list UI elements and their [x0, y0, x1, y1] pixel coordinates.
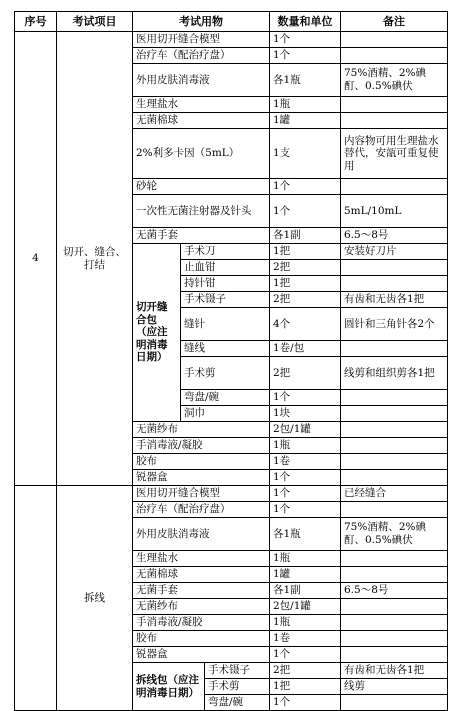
- supply-quantity: 1瓶: [270, 615, 341, 631]
- supply-name: 治疗车（配治疗盘）: [133, 48, 270, 64]
- supply-note: [341, 454, 448, 470]
- supply-name: 生理盐水: [133, 551, 270, 567]
- supply-name: 一次性无菌注射器及针头: [133, 195, 270, 228]
- supply-quantity: 1瓶: [270, 97, 341, 113]
- supply-name: 无菌棉球: [133, 113, 270, 129]
- table-row: [15, 486, 448, 502]
- supply-quantity: 1个: [270, 486, 341, 502]
- supply-name: 洞巾: [181, 406, 270, 422]
- table-body: [15, 12, 448, 711]
- supply-quantity: 1瓶: [270, 551, 341, 567]
- supply-note: [341, 260, 448, 276]
- supply-name: 外用皮肤消毒液: [133, 518, 270, 551]
- supply-note: [341, 567, 448, 583]
- supply-name: 2%利多卡因（5mL）: [133, 129, 270, 179]
- supply-note: [341, 470, 448, 486]
- supply-note: 安装好刀片: [341, 244, 448, 260]
- supply-name: 持针钳: [181, 276, 270, 292]
- supply-note: [341, 599, 448, 615]
- supply-note: [341, 341, 448, 357]
- supply-name: 医用切开缝合模型: [133, 486, 270, 502]
- supply-quantity: 1罐: [270, 113, 341, 129]
- header-seq: 序号: [15, 12, 57, 32]
- supply-note: 有齿和无齿各1把: [341, 292, 448, 308]
- supply-quantity: 1卷/包: [270, 341, 341, 357]
- supply-name: 缝线: [181, 341, 270, 357]
- supply-name: 外用皮肤消毒液: [133, 64, 270, 97]
- supply-name: 医用切开缝合模型: [133, 32, 270, 48]
- incision-pack-name: 切开缝合包（应注明消毒日期）: [133, 244, 181, 422]
- supply-quantity: 1个: [270, 195, 341, 228]
- supply-quantity: 1罐: [270, 567, 341, 583]
- supply-quantity: 1块: [270, 406, 341, 422]
- supply-note: [341, 631, 448, 647]
- supply-quantity: 4个: [270, 308, 341, 341]
- supply-note: [341, 390, 448, 406]
- supply-note: 已经缝合: [341, 486, 448, 502]
- supply-quantity: 1个: [270, 32, 341, 48]
- supply-note: [341, 179, 448, 195]
- exam-supplies-table: [14, 11, 448, 711]
- supply-quantity: 1个: [270, 695, 341, 711]
- supply-name: 手术镊子: [181, 292, 270, 308]
- header-note: 备注: [341, 12, 448, 32]
- supply-note: 5mL/10mL: [341, 195, 448, 228]
- supply-quantity: 1个: [270, 470, 341, 486]
- header-exam-item: 考试项目: [57, 12, 133, 32]
- supply-name: 砂轮: [133, 179, 270, 195]
- seq-cell-empty: [15, 486, 57, 711]
- supply-name: 治疗车（配治疗盘）: [133, 502, 270, 518]
- supply-note: 圆针和三角针各2个: [341, 308, 448, 341]
- supply-quantity: 各1副: [270, 228, 341, 244]
- seq-cell: 4: [15, 32, 57, 486]
- removal-pack-name: 拆线包（应注明消毒日期）: [133, 663, 205, 711]
- supply-note: [341, 406, 448, 422]
- supply-note: 有齿和无齿各1把: [341, 663, 448, 679]
- supply-quantity: 各1瓶: [270, 518, 341, 551]
- supply-note: 内容物可用生理盐水替代，安瓿可重复使用: [341, 129, 448, 179]
- header-supplies: 考试用物: [133, 12, 270, 32]
- supply-name: 无菌纱布: [133, 422, 270, 438]
- supply-quantity: 2把: [270, 663, 341, 679]
- supply-name: 生理盐水: [133, 97, 270, 113]
- supply-name: 胶布: [133, 631, 270, 647]
- supply-quantity: 2把: [270, 260, 341, 276]
- supply-quantity: 1把: [270, 679, 341, 695]
- supply-name: 止血钳: [181, 260, 270, 276]
- supply-note: [341, 276, 448, 292]
- supply-quantity: 1卷: [270, 631, 341, 647]
- supply-quantity: 1支: [270, 129, 341, 179]
- supply-quantity: 1把: [270, 276, 341, 292]
- supply-quantity: 1瓶: [270, 438, 341, 454]
- supply-quantity: 1把: [270, 244, 341, 260]
- supply-note: [341, 422, 448, 438]
- removal-item-name: 拆线: [57, 486, 133, 711]
- supply-note: [341, 32, 448, 48]
- supply-name: 手消毒液/凝胶: [133, 438, 270, 454]
- supply-quantity: 1个: [270, 390, 341, 406]
- supply-name: 无菌纱布: [133, 599, 270, 615]
- supply-note: 75%酒精、2%碘酊、0.5%碘伏: [341, 64, 448, 97]
- supply-quantity: 2包/1罐: [270, 599, 341, 615]
- supply-note: 线剪和组织剪各1把: [341, 357, 448, 390]
- supply-quantity: 1卷: [270, 454, 341, 470]
- supply-quantity: 1个: [270, 48, 341, 64]
- supply-name: 手术剪: [205, 679, 270, 695]
- supply-note: [341, 97, 448, 113]
- supply-note: [341, 502, 448, 518]
- supply-note: 75%酒精、2%碘酊、0.5%碘伏: [341, 518, 448, 551]
- supply-note: [341, 438, 448, 454]
- supply-name: 手消毒液/凝胶: [133, 615, 270, 631]
- supply-quantity: 1个: [270, 502, 341, 518]
- supply-name: 手术镊子: [205, 663, 270, 679]
- supply-note: [341, 551, 448, 567]
- supply-name: 缝针: [181, 308, 270, 341]
- supply-name: 弯盘/碗: [181, 390, 270, 406]
- supply-name: 无菌手套: [133, 583, 270, 599]
- supply-name: 胶布: [133, 454, 270, 470]
- supply-note: [341, 615, 448, 631]
- supply-name: 锐器盒: [133, 470, 270, 486]
- supply-quantity: 2把: [270, 292, 341, 308]
- table-row: [15, 32, 448, 48]
- supply-note: [341, 695, 448, 711]
- supply-name: 无菌棉球: [133, 567, 270, 583]
- supply-name: 手术刀: [181, 244, 270, 260]
- supply-quantity: 各1瓶: [270, 64, 341, 97]
- supply-note: [341, 647, 448, 663]
- supply-quantity: 各1副: [270, 583, 341, 599]
- supply-note: [341, 113, 448, 129]
- supply-name: 弯盘/碗: [205, 695, 270, 711]
- supply-quantity: 1个: [270, 647, 341, 663]
- supply-quantity: 1个: [270, 179, 341, 195]
- supply-name: 无菌手套: [133, 228, 270, 244]
- incision-item-name: 切开、缝合、打结: [57, 32, 133, 486]
- supply-quantity: 2把: [270, 357, 341, 390]
- supply-note: 6.5～8号: [341, 228, 448, 244]
- header-row: [15, 12, 448, 32]
- supply-name: 手术剪: [181, 357, 270, 390]
- supply-quantity: 2包/1罐: [270, 422, 341, 438]
- supply-note: 6.5～8号: [341, 583, 448, 599]
- supply-name: 锐器盒: [133, 647, 270, 663]
- header-quantity: 数量和单位: [270, 12, 341, 32]
- supply-note: 线剪: [341, 679, 448, 695]
- supply-note: [341, 48, 448, 64]
